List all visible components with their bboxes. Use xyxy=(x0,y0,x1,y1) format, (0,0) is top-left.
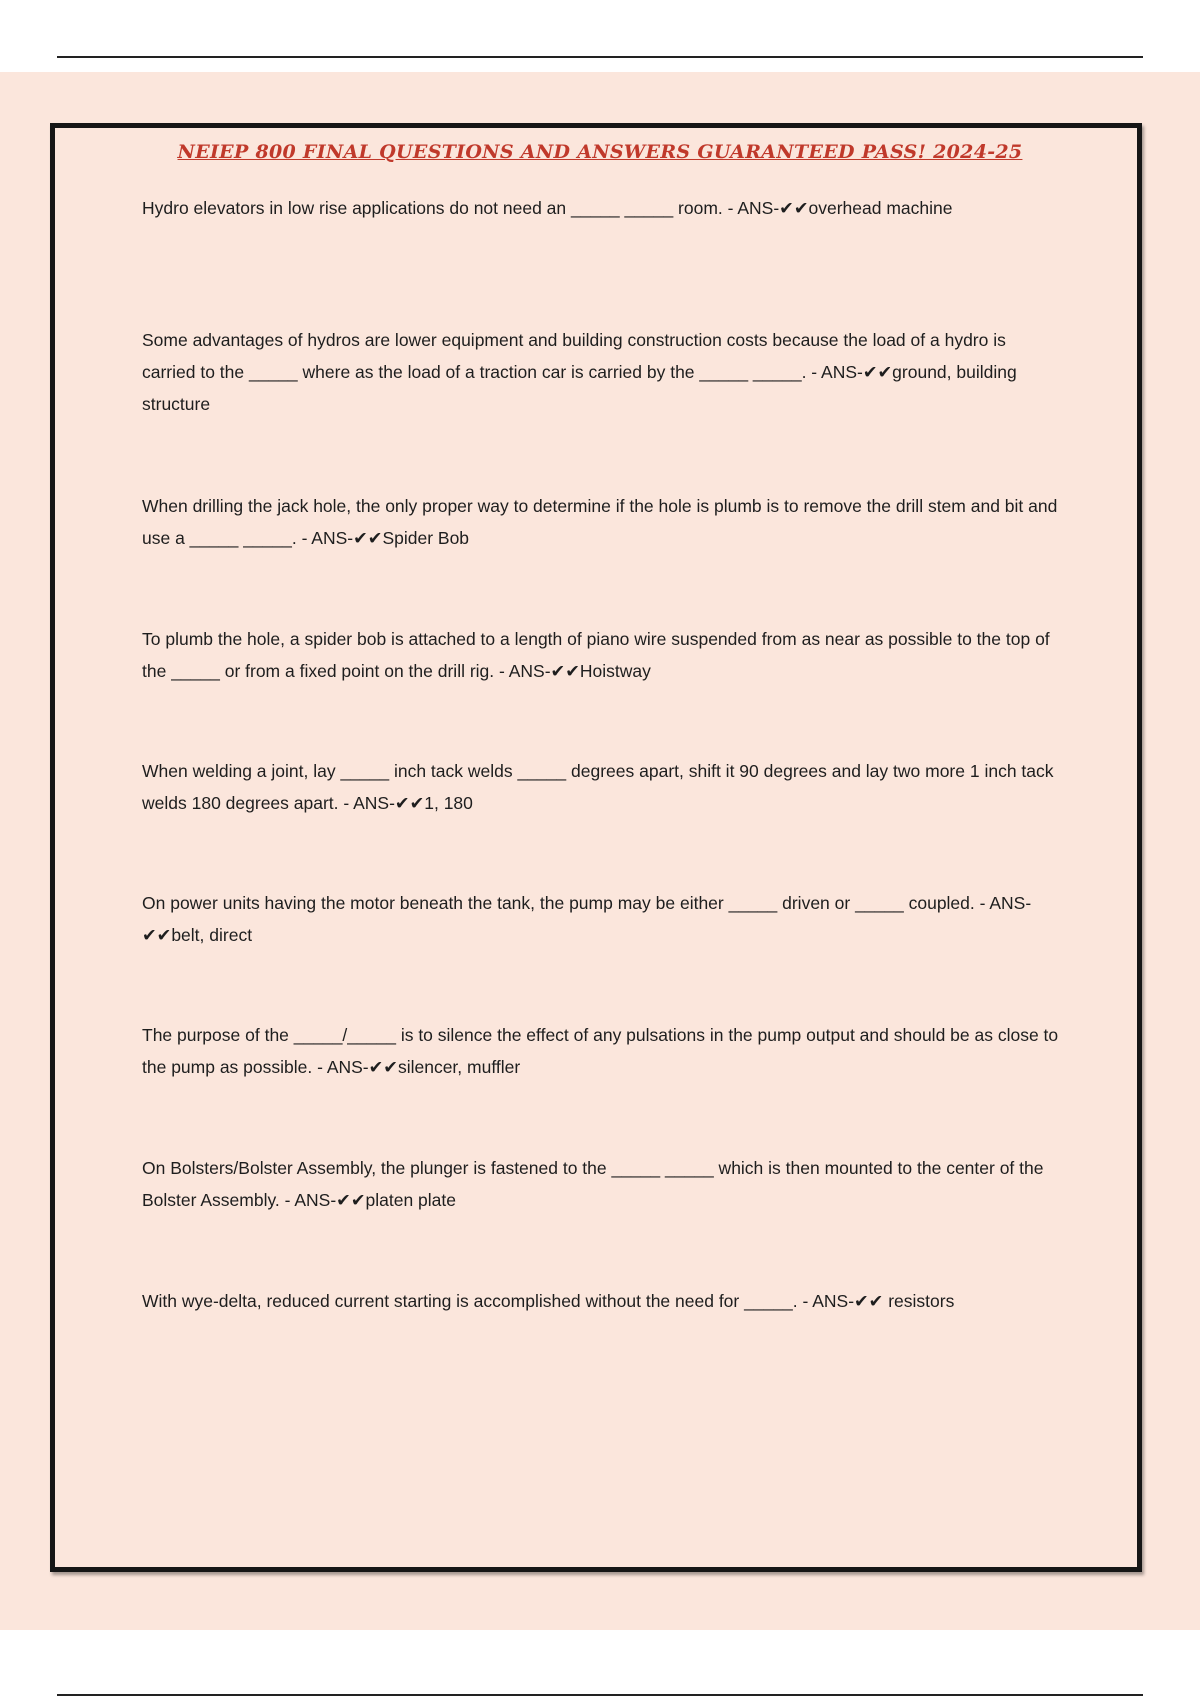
question-answer-4: To plumb the hole, a spider bob is attached to a length of piano wire suspended from as near as possible to the top of the _____ or from a fixed point on the drill rig. - ANS-✔✔Hoistway xyxy=(142,629,1050,681)
document-title: NEIEP 800 FINAL QUESTIONS AND ANSWERS GUARANTEED PASS! 2024-25 xyxy=(177,141,1023,163)
question-answer-6: On power units having the motor beneath the tank, the pump may be either _____ driven or _____ coupled. - ANS-✔✔belt, direct xyxy=(142,893,1032,945)
question-answer-8: On Bolsters/Bolster Assembly, the plunger is fastened to the _____ _____ which is then mounted to the center of the Bolster Assembly. - ANS-✔✔platen plate xyxy=(142,1158,1044,1210)
question-answer-7: The purpose of the _____/_____ is to silence the effect of any pulsations in the pump output and should be as close to the pump as possible. - ANS-✔✔silencer, muffler xyxy=(142,1025,1059,1077)
question-answer-2: Some advantages of hydros are lower equipment and building construction costs because the load of a hydro is carried to the _____ where as the load of a traction car is carried by the _____ _____. - ANS-✔✔ground, building structure xyxy=(142,330,1017,414)
header-rule xyxy=(57,56,1143,58)
question-answer-5: When welding a joint, lay _____ inch tack welds _____ degrees apart, shift it 90 degrees and lay two more 1 inch tack welds 180 degrees apart. - ANS-✔✔1, 180 xyxy=(142,761,1054,813)
question-answer-3: When drilling the jack hole, the only proper way to determine if the hole is plumb is to remove the drill stem and bit and use a _____ _____. - ANS-✔✔Spider Bob xyxy=(142,496,1058,548)
question-answer-9: With wye-delta, reduced current starting is accomplished without the need for _____. - ANS-✔✔ resistors xyxy=(142,1291,955,1311)
document-page xyxy=(0,72,1200,1630)
question-answer-1: Hydro elevators in low rise applications do not need an _____ _____ room. - ANS-✔✔overhead machine xyxy=(142,198,953,218)
footer-rule xyxy=(57,1694,1143,1696)
